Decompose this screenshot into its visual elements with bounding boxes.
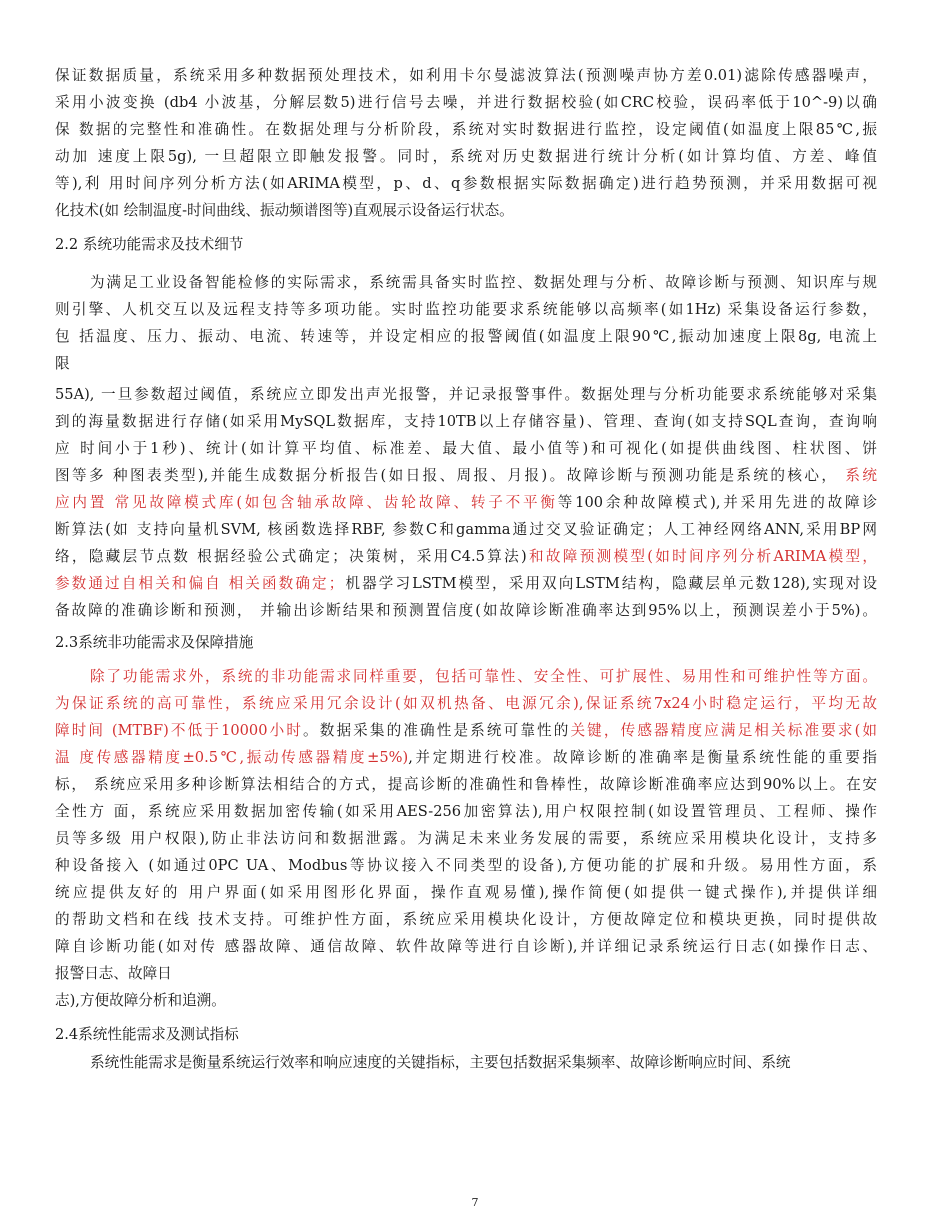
text-segment: 机器学习LSTM模型，采用双向LSTM结构，隐藏层单元数128),实现对设 — [343, 575, 878, 592]
text-segment: 统应提供友好的 用户界面(如采用图形化界面，操作直观易懂),操作简便(如提供一键式操作),并提供详细 — [55, 884, 877, 901]
highlighted-text: 障时间 (MTBF)不低于10000小时 — [55, 722, 304, 739]
text-segment: 标， 系统应采用多种诊断算法相结合的方式，提高诊断的准确性和鲁棒性，故障诊断准确率应达到90%以上。在安 — [55, 776, 877, 793]
text-line — [55, 297, 877, 323]
text-segment: 。数据采集的准确性是系统可靠性的 — [303, 722, 571, 739]
text-segment: 种设备接入 (如通过0PC UA、Modbus等协议接入不同类型的设备),方便功能的扩展和升级。易用性方面，系 — [55, 857, 877, 874]
highlighted-text: 关键，传感器精度应满足相关标准要求(如 — [570, 722, 877, 739]
text-line — [55, 324, 877, 350]
text-line — [55, 409, 877, 435]
highlighted-text: 和故障预测模型(如时间序列分析ARIMA模型， — [526, 548, 877, 565]
text-line — [55, 598, 877, 624]
text-segment: 系统性能需求是衡量系统运行效率和响应速度的关键指标，主要包括数据采集频率、故障诊断响应时间、系统 — [90, 1054, 791, 1071]
text-line — [55, 436, 877, 462]
text-segment: 图等多 种图表类型),并能生成数据分析报告(如日报、周报、月报)。故障诊断与预测功能是系统的核心， — [55, 467, 846, 484]
text-line — [55, 745, 877, 771]
text-segment: 障自诊断功能(如对传 感器故障、通信故障、软件故障等进行自诊断),并详细记录系统运行日志(如操作日志、 — [55, 938, 877, 955]
text-line — [55, 853, 877, 879]
text-line — [55, 799, 877, 825]
highlighted-text: 为保证系统的高可靠性，系统应采用冗余设计(如双机热备、电源冗余),保证系统7x24小时稳定运行，平均无故 — [55, 695, 877, 712]
text-segment: 2.2 系统功能需求及技术细节 — [55, 236, 244, 253]
text-line — [55, 517, 877, 543]
text-segment: 保 数据的完整性和准确性。在数据处理与分析阶段，系统对实时数据进行监控，设定阈值(如温度上限85℃,振 — [55, 121, 877, 138]
text-segment: 的帮助文档和在线 技术支持。可维护性方面，系统应采用模块化设计，方便故障定位和模块更换，同时提供故 — [55, 911, 877, 928]
text-line — [55, 171, 877, 197]
text-line — [90, 1050, 791, 1076]
text-line — [55, 382, 877, 408]
text-segment: 备故障的准确诊断和预测， 并输出诊断结果和预测置信度(如故障诊断准确率达到95%以上，预测误差小于5%)。 — [55, 602, 877, 619]
text-segment: 为满足工业设备智能检修的实际需求，系统需具备实时监控、数据处理与分析、故障诊断与预测、知识库与规 — [90, 274, 877, 291]
text-line — [55, 90, 877, 116]
text-segment: 到的海量数据进行存储(如采用MySQL数据库，支持10TB以上存储容量)、管理、查询(如支持SQL查询，查询响 — [55, 413, 877, 430]
text-segment: 志),方便故障分析和追溯。 — [55, 992, 226, 1009]
text-line — [55, 351, 70, 377]
text-line — [55, 772, 877, 798]
text-segment: 化技术(如 绘制温度-时间曲线、振动频谱图等)直观展示设备运行状态。 — [55, 202, 514, 219]
text-segment: 则引擎、人机交互以及远程支持等多项功能。实时监控功能要求系统能够以高频率(如1Hz) 采集设备运行参数， — [55, 301, 877, 318]
text-line — [55, 198, 514, 224]
text-segment: 等),利 用时间序列分析方法(如ARIMA模型，p、d、q参数根据实际数据确定)进行趋势预测，并采用数据可视 — [55, 175, 877, 192]
text-segment: 2.4系统性能需求及测试指标 — [55, 1026, 239, 1043]
text-segment: 络，隐藏层节点数 根据经验公式确定；决策树，采用C4.5算法) — [55, 548, 527, 565]
text-line — [55, 988, 226, 1014]
highlighted-text: 除了功能需求外，系统的非功能需求同样重要，包括可靠性、安全性、可扩展性、易用性和可维护性等方面。 — [90, 668, 877, 685]
text-segment: 等100余种故障模式),并采用先进的故障诊 — [557, 494, 877, 511]
text-segment: 包 括温度、压力、振动、电流、转速等，并设定相应的报警阈值(如温度上限90℃,振动加速度上限8g, 电流上 — [55, 328, 877, 345]
text-line — [55, 463, 877, 489]
text-segment: 限 — [55, 355, 70, 372]
text-segment: 报警日志、故障日 — [55, 965, 172, 982]
text-line — [55, 630, 253, 656]
text-line — [55, 117, 877, 143]
text-line — [55, 934, 877, 960]
text-line — [55, 907, 877, 933]
text-segment: 保证数据质量，系统采用多种数据预处理技术，如利用卡尔曼滤波算法(预测噪声协方差0.01)滤除传感器噪声， — [55, 67, 877, 84]
text-line — [55, 571, 877, 597]
text-line — [55, 826, 877, 852]
text-line — [55, 544, 877, 570]
text-line — [90, 664, 877, 690]
highlighted-text: 应内置 常见故障模式库(如包含轴承故障、齿轮故障、转子不平衡 — [55, 494, 558, 511]
text-line — [55, 144, 877, 170]
page-number: 7 — [471, 1196, 479, 1209]
text-line — [55, 1022, 239, 1048]
highlighted-text: 参数通过自相关和偏自 相关函数确定； — [55, 575, 344, 592]
text-line — [55, 880, 877, 906]
text-line — [55, 490, 877, 516]
highlighted-text: 温 度传感器精度±0.5℃,振动传感器精度±5%) — [55, 749, 409, 766]
text-segment: 员等多级 用户权限),防止非法访问和数据泄露。为满足未来业务发展的需要，系统应采用模块化设计，支持多 — [55, 830, 877, 847]
highlighted-text: 系统 — [845, 467, 877, 484]
text-segment: 全性方 面，系统应采用数据加密传输(如采用AES-256加密算法),用户权限控制(如设置管理员、工程师、操作 — [55, 803, 877, 820]
text-line — [55, 63, 877, 89]
text-segment: 2.3系统非功能需求及保障措施 — [55, 634, 254, 651]
text-line — [55, 232, 243, 258]
text-line — [55, 961, 172, 987]
text-line — [55, 691, 877, 717]
text-segment: 断算法(如 支持向量机SVM, 核函数选择RBF, 参数C和gamma通过交叉验证确定；人工神经网络ANN,采用BP网 — [55, 521, 877, 538]
text-segment: 应 时间小于1秒)、统计(如计算平均值、标准差、最大值、最小值等)和可视化(如提供曲线图、柱状图、饼 — [55, 440, 877, 457]
text-line — [55, 718, 877, 744]
text-line — [90, 270, 877, 296]
text-segment: 动加 速度上限5g), 一旦超限立即触发报警。同时，系统对历史数据进行统计分析(如计算均值、方差、峰值 — [55, 148, 877, 165]
text-segment: 采用小波变换 (db4 小波基，分解层数5)进行信号去噪，并进行数据校验(如CRC校验，误码率低于10^-9)以确 — [55, 94, 877, 111]
text-segment: 55A), 一旦参数超过阈值，系统应立即发出声光报警，并记录报警事件。数据处理与分析功能要求系统能够对采集 — [55, 386, 877, 403]
text-segment: ,并定期进行校准。故障诊断的准确率是衡量系统性能的重要指 — [408, 749, 877, 766]
